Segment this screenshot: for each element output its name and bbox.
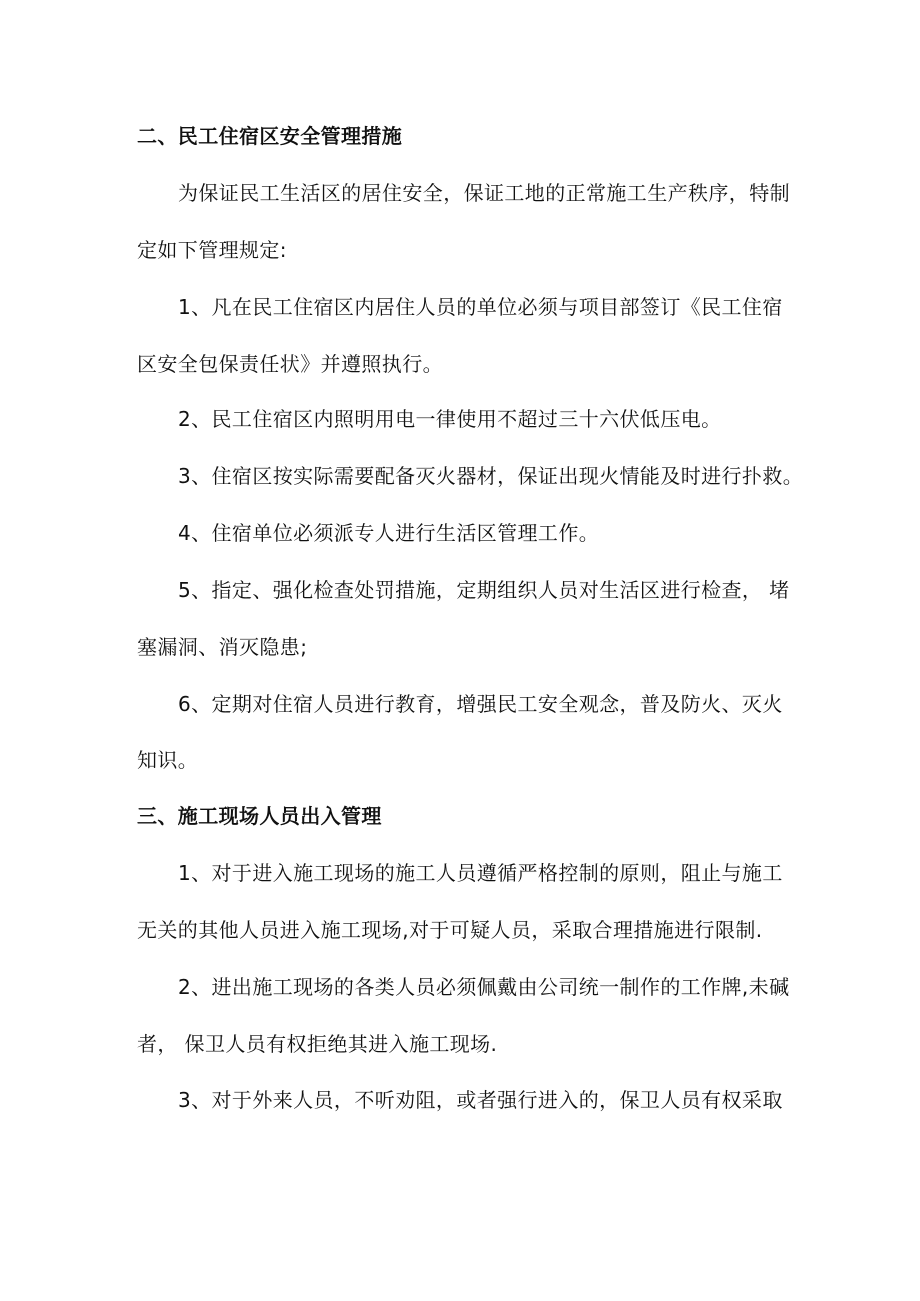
item-1-line-2: 区安全包保责任状》并遵照执行。 [137, 352, 443, 376]
entry-2-line-1: 2、进出施工现场的各类人员必须佩戴由公司统一制作的工作牌,未碱 [178, 975, 790, 999]
item-5-line-2: 塞漏洞、消灭隐患; [137, 635, 308, 659]
item-6-line-2: 知识。 [137, 748, 199, 772]
section-heading-2: 二、民工住宿区安全管理措施 [137, 124, 403, 148]
item-6-line-1: 6、定期对住宿人员进行教育，增强民工安全观念，普及防火、灭火 [178, 692, 783, 716]
intro-line-2: 定如下管理规定: [137, 238, 287, 262]
entry-1-line-2: 无关的其他人员进入施工现场,对于可疑人员，采取合理措施进行限制. [137, 918, 763, 942]
item-2-line-1: 2、民工住宿区内照明用电一律使用不超过三十六伏低压电。 [178, 407, 722, 431]
item-1-line-1: 1、凡在民工住宿区内居住人员的单位必须与项目部签订《民工住宿 [178, 295, 783, 319]
intro-line-1: 为保证民工生活区的居住安全，保证工地的正常施工生产秩序，特制 [178, 181, 790, 205]
entry-2-line-2: 者， 保卫人员有权拒绝其进入施工现场. [137, 1032, 498, 1056]
entry-1-line-1: 1、对于进入施工现场的施工人员遵循严格控制的原则，阻止与施工 [178, 861, 783, 885]
item-4-line-1: 4、住宿单位必须派专人进行生活区管理工作。 [178, 521, 600, 545]
item-3-line-1: 3、住宿区按实际需要配备灭火器材，保证出现火情能及时进行扑救。 [178, 464, 804, 488]
entry-3-line-1: 3、对于外来人员，不听劝阻，或者强行进入的，保卫人员有权采取 [178, 1088, 783, 1112]
item-5-line-1: 5、指定、强化检查处罚措施，定期组织人员对生活区进行检查， 堵 [178, 578, 790, 602]
section-heading-3: 三、施工现场人员出入管理 [137, 804, 382, 828]
